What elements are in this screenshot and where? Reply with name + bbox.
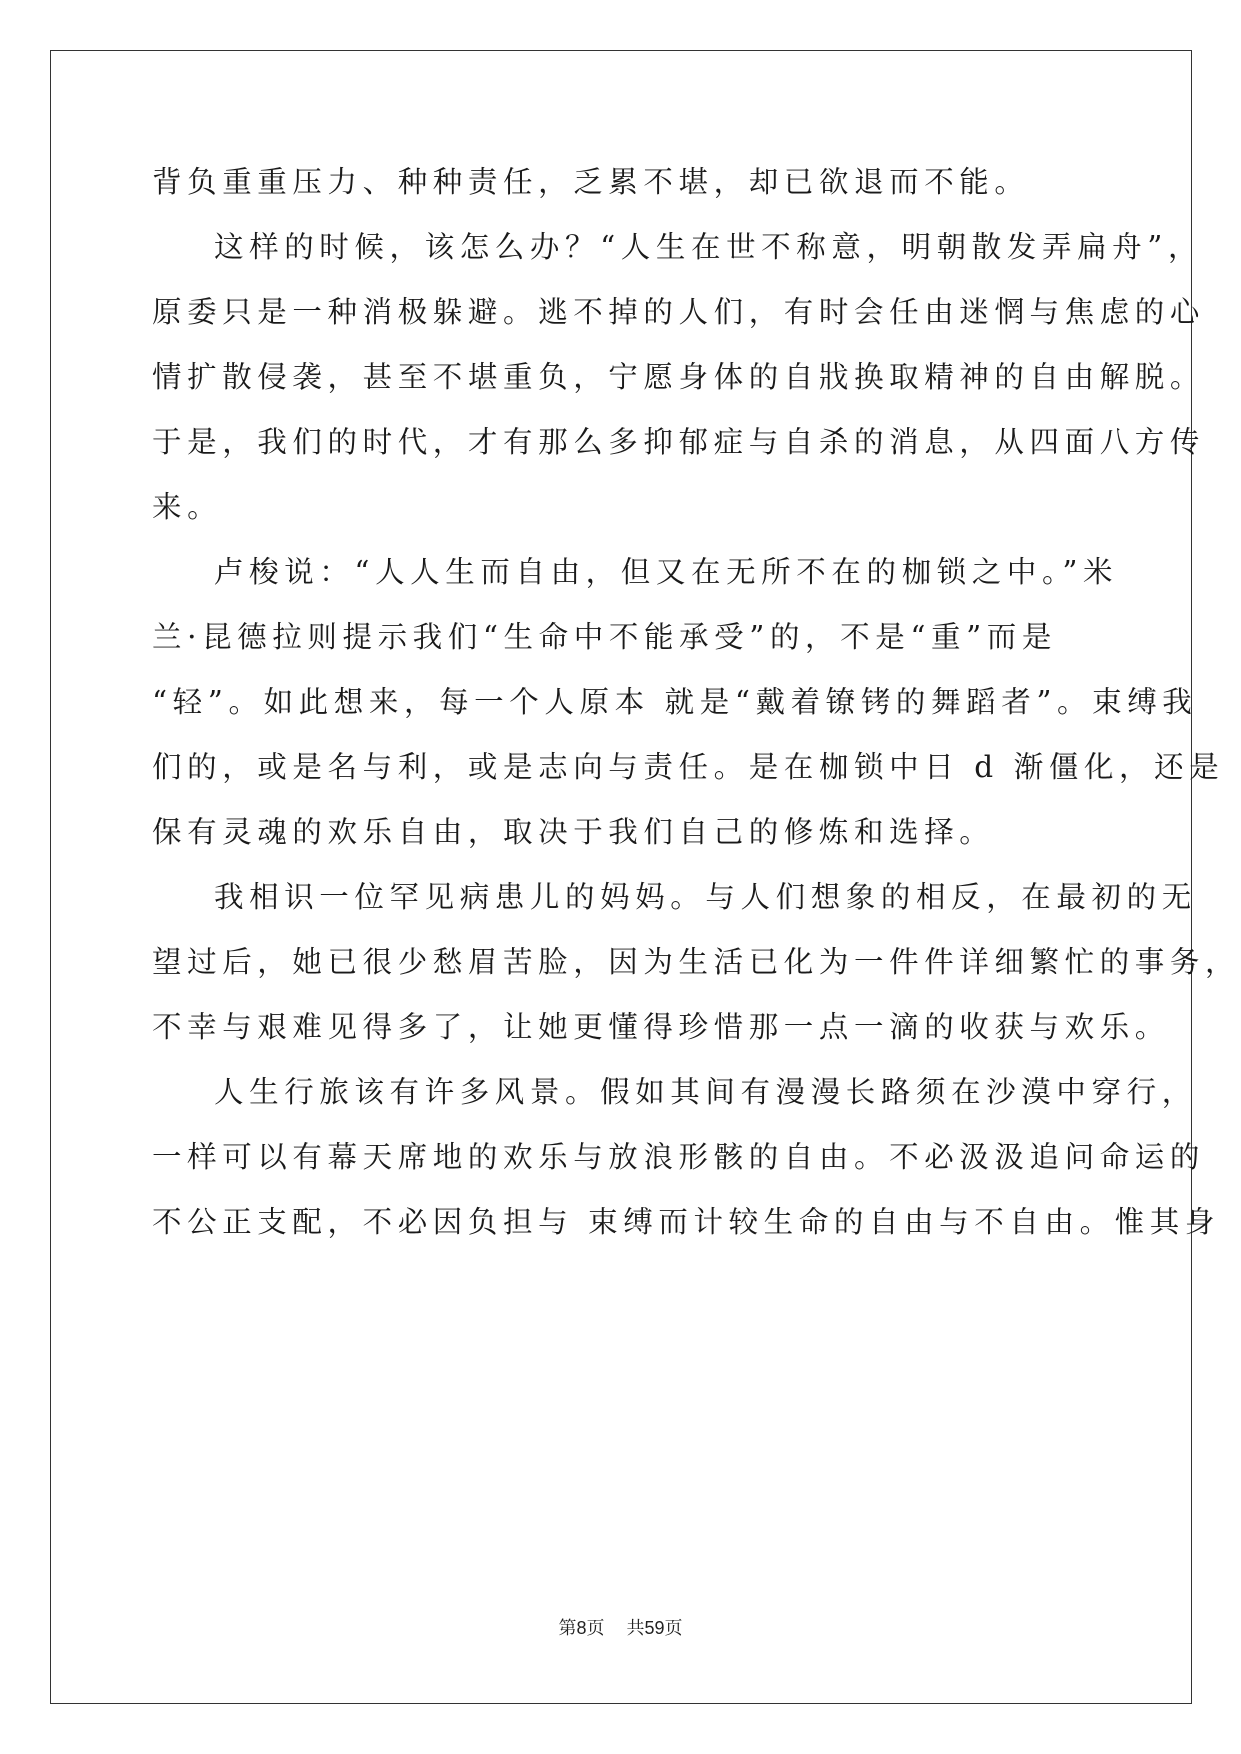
text-line-11: 保有灵魂的欢乐自由，取决于我们自己的修炼和选择。 — [152, 815, 995, 849]
total-prefix: 共 — [626, 1618, 645, 1639]
page-footer — [0, 1614, 1241, 1640]
text-line-2: 这样的时候，该怎么办？“人生在世不称意，明朝散发弄扁舟”， — [214, 230, 1204, 264]
text-line-9: “轻”。如此想来，每一个人原本 就是“戴着镣铐的舞蹈者”。束缚我 — [152, 685, 1198, 719]
text-line-1: 背负重重压力、种种责任，乏累不堪，却已欲退而不能。 — [152, 165, 1030, 199]
page-number: 8 — [576, 1618, 587, 1638]
text-line-5: 于是，我们的时代，才有那么多抑郁症与自杀的消息，从四面八方传 — [152, 425, 1206, 459]
text-line-10: 们的，或是名与利，或是志向与责任。是在枷锁中日 d 渐僵化，还是 — [152, 750, 1225, 784]
text-line-7: 卢梭说：“人人生而自由，但又在无所不在的枷锁之中。”米 — [214, 555, 1119, 589]
document-body — [152, 162, 1241, 1267]
text-line-13: 望过后，她已很少愁眉苦脸，因为生活已化为一件件详细繁忙的事务， — [152, 945, 1241, 979]
text-line-6: 来。 — [152, 490, 223, 524]
page-suffix: 页 — [586, 1618, 605, 1639]
total-suffix: 页 — [664, 1618, 683, 1639]
text-line-8: 兰·昆德拉则提示我们“生命中不能承受”的，不是“重”而是 — [152, 620, 1058, 654]
text-line-17: 不公正支配，不必因负担与 束缚而计较生命的自由与不自由。惟其身 — [152, 1205, 1220, 1239]
text-line-14: 不幸与艰难见得多了，让她更懂得珍惜那一点一滴的收获与欢乐。 — [152, 1010, 1170, 1044]
text-line-12: 我相识一位罕见病患儿的妈妈。与人们想象的相反，在最初的无 — [214, 880, 1197, 914]
total-pages: 59 — [644, 1618, 665, 1638]
page-prefix: 第 — [558, 1618, 577, 1639]
text-line-16: 一样可以有幕天席地的欢乐与放浪形骸的自由。不必汲汲追问命运的 — [152, 1140, 1206, 1174]
text-line-4: 情扩散侵袭，甚至不堪重负，宁愿身体的自戕换取精神的自由解脱。 — [152, 360, 1206, 394]
text-line-3: 原委只是一种消极躲避。逃不掉的人们，有时会任由迷惘与焦虑的心 — [152, 295, 1206, 329]
text-line-15: 人生行旅该有许多风景。假如其间有漫漫长路须在沙漠中穿行， — [214, 1075, 1197, 1109]
